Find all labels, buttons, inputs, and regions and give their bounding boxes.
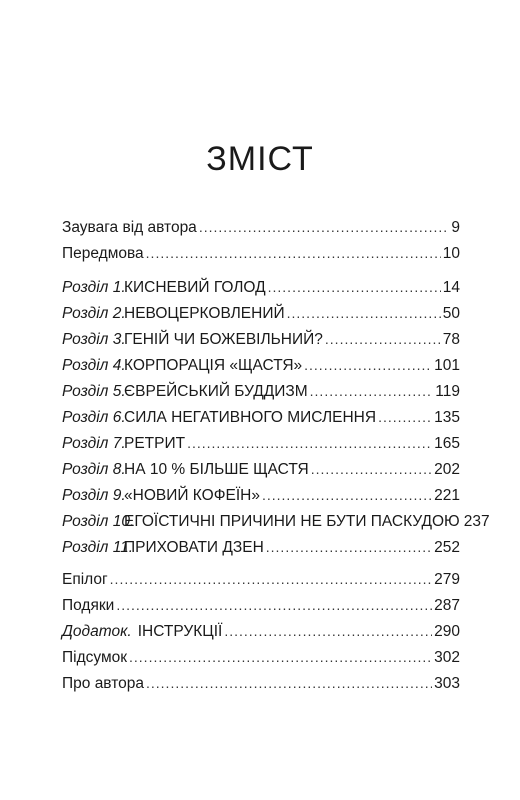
entry-label: Передмова	[62, 245, 144, 262]
chapter-title: ГЕНІЙ ЧИ БОЖЕВІЛЬНИЙ?	[124, 331, 323, 348]
dot-leader	[116, 592, 432, 618]
page-title: ЗМІСТ	[206, 140, 314, 178]
chapter-prefix: Розділ 5.	[62, 383, 126, 400]
chapter-prefix: Розділ 1.	[62, 279, 126, 296]
entry-page-number: 14	[442, 279, 460, 296]
entry-page-number: 101	[434, 357, 460, 374]
chapter-prefix: Розділ 3.	[62, 331, 126, 348]
chapter-title: НЕВОЦЕРКОВЛЕНИЙ	[124, 305, 285, 322]
chapter-prefix: Розділ 7.	[62, 435, 126, 452]
toc-entry-chapter	[62, 430, 460, 456]
toc-entry	[62, 618, 460, 644]
toc-entry-chapter	[62, 456, 460, 482]
dot-leader	[310, 378, 434, 404]
chapter-title: ЕГОЇСТИЧНІ ПРИЧИНИ НЕ БУТИ ПАСКУДОЮ	[124, 513, 460, 530]
back-matter-list	[62, 566, 460, 696]
entry-page-number: 165	[434, 435, 460, 452]
dot-leader	[311, 456, 432, 482]
toc-entry-chapter	[62, 300, 460, 326]
entry-label: Епілог	[62, 571, 108, 588]
entry-page-number: 202	[434, 461, 460, 478]
chapter-prefix: Розділ 8.	[62, 461, 126, 478]
entry-page-number: 302	[434, 649, 460, 666]
entry-page-number: 9	[451, 219, 460, 236]
dot-leader	[187, 430, 432, 456]
entry-page-number: 303	[434, 675, 460, 692]
entry-page-number: 252	[434, 539, 460, 556]
chapter-prefix: Розділ 9.	[62, 487, 126, 504]
chapter-prefix: Розділ 10.	[62, 513, 135, 530]
dot-leader	[266, 534, 432, 560]
chapter-title: НА 10 % БІЛЬШЕ ЩАСТЯ	[124, 461, 309, 478]
toc-entry-chapter	[62, 534, 460, 560]
entry-page-number: 78	[442, 331, 460, 348]
dot-leader	[224, 618, 432, 644]
entry-label: Підсумок	[62, 649, 128, 666]
dot-leader	[146, 670, 432, 696]
dot-leader	[129, 644, 432, 670]
dot-leader	[304, 352, 432, 378]
toc-entry	[62, 592, 460, 618]
toc-entry	[62, 644, 460, 670]
dot-leader	[262, 482, 432, 508]
chapter-prefix: Розділ 4.	[62, 357, 126, 374]
dot-leader	[268, 274, 441, 300]
entry-page-number: 50	[442, 305, 460, 322]
chapter-title: КИСНЕВИЙ ГОЛОД	[124, 279, 266, 296]
chapter-prefix: Розділ 6.	[62, 409, 126, 426]
toc-entry-chapter	[62, 326, 460, 352]
entry-label: ІНСТРУКЦІЇ	[137, 623, 223, 640]
entry-page-number: 10	[442, 245, 460, 262]
chapter-title: «НОВИЙ КОФЕЇН»	[124, 487, 260, 504]
chapters-list	[62, 274, 490, 560]
toc-entry	[62, 214, 460, 240]
toc-entry-chapter	[62, 274, 460, 300]
dot-leader	[287, 300, 441, 326]
chapter-prefix: Розділ 2.	[62, 305, 126, 322]
entry-label: Заувага від автора	[62, 219, 197, 236]
toc-entry-chapter	[62, 482, 460, 508]
entry-page-number: 119	[435, 383, 460, 400]
chapter-prefix: Розділ 11.	[62, 539, 134, 556]
entry-label: Подяки	[62, 597, 115, 614]
chapter-title: КОРПОРАЦІЯ «ЩАСТЯ»	[124, 357, 303, 374]
entry-page-number: 237	[463, 513, 490, 530]
chapter-title: ЄВРЕЙСЬКИЙ БУДДИЗМ	[124, 383, 308, 400]
dot-leader	[110, 566, 432, 592]
dot-leader	[325, 326, 441, 352]
entry-prefix: Додаток.	[62, 623, 132, 640]
toc-entry	[62, 240, 460, 266]
entry-page-number: 279	[434, 571, 460, 588]
toc-entry-chapter	[62, 378, 460, 404]
chapter-title: СИЛА НЕГАТИВНОГО МИСЛЕННЯ	[124, 409, 377, 426]
dot-leader	[199, 214, 450, 240]
toc-entry-chapter	[62, 352, 460, 378]
toc-entry	[62, 566, 460, 592]
entry-page-number: 290	[434, 623, 460, 640]
chapter-title: РЕТРИТ	[124, 435, 186, 452]
entry-page-number: 221	[434, 487, 460, 504]
front-matter-list	[62, 214, 460, 266]
chapter-title: ПРИХОВАТИ ДЗЕН	[124, 539, 264, 556]
entry-page-number: 135	[434, 409, 460, 426]
toc-entry-chapter	[62, 508, 490, 534]
dot-leader	[146, 240, 441, 266]
toc-entry	[62, 670, 460, 696]
toc-entry-chapter	[62, 404, 460, 430]
dot-leader	[378, 404, 432, 430]
entry-page-number: 287	[434, 597, 460, 614]
entry-label: Про автора	[62, 675, 144, 692]
